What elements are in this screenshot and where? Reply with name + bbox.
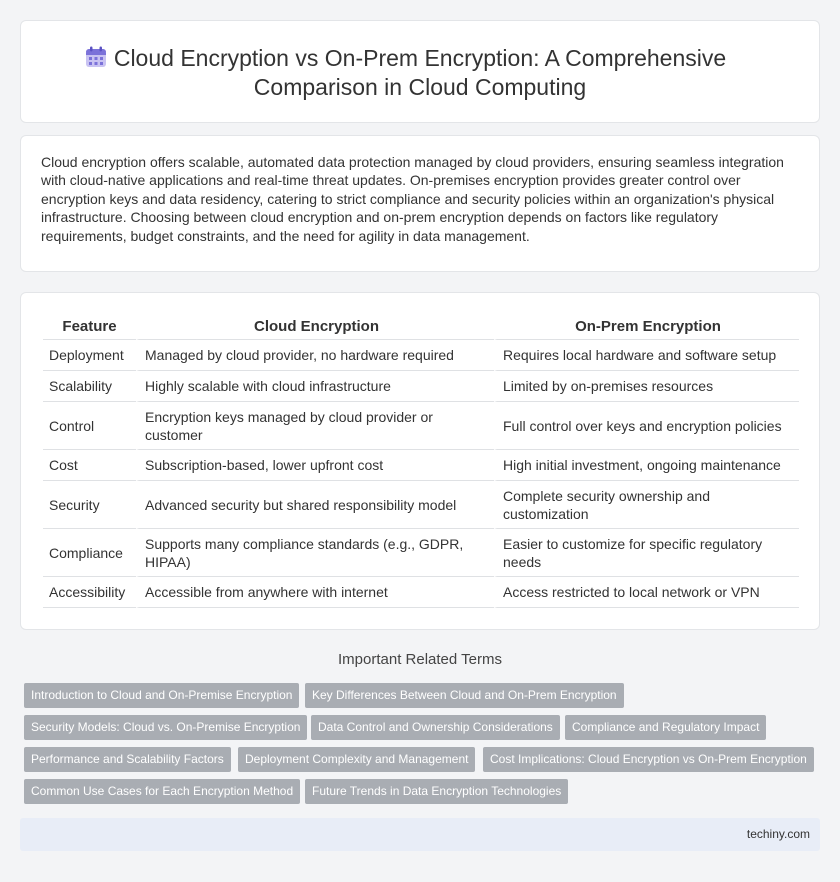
related-term-tag[interactable]: Introduction to Cloud and On-Premise Encryption <box>24 683 299 708</box>
related-terms-title: Important Related Terms <box>338 651 502 668</box>
on-prem-cell: Complete security ownership and customization <box>494 481 799 529</box>
related-term-tag[interactable]: Compliance and Regulatory Impact <box>565 715 766 740</box>
table-row <box>43 402 799 450</box>
cloud-cell: Advanced security but shared responsibility model <box>136 481 494 529</box>
feature-cell: Scalability <box>43 371 136 402</box>
table-row <box>43 340 799 371</box>
cloud-cell: Subscription-based, lower upfront cost <box>136 450 494 481</box>
feature-cell: Deployment <box>43 340 136 371</box>
related-term-tag[interactable]: Key Differences Between Cloud and On-Prem Encryption <box>305 683 624 708</box>
header-on-prem-encryption: On-Prem Encryption <box>494 311 799 340</box>
cloud-cell: Accessible from anywhere with internet <box>136 577 494 608</box>
intro-card <box>20 135 820 272</box>
related-term-tag[interactable]: Cost Implications: Cloud Encryption vs On-Prem Encryption <box>483 747 814 772</box>
feature-cell: Cost <box>43 450 136 481</box>
table-row <box>43 529 799 577</box>
cloud-cell: Highly scalable with cloud infrastructure <box>136 371 494 402</box>
footer-brand[interactable]: techiny.com <box>746 827 810 841</box>
header-cloud-encryption: Cloud Encryption <box>136 311 494 340</box>
on-prem-cell: Requires local hardware and software setup <box>494 340 799 371</box>
page-title: Cloud Encryption vs On-Prem Encryption: A Comprehensive Comparison in Cloud Computing <box>113 45 727 100</box>
related-term-tag[interactable]: Future Trends in Data Encryption Technologies <box>305 779 568 804</box>
related-term-tag[interactable]: Security Models: Cloud vs. On-Premise Encryption <box>24 715 307 740</box>
cloud-cell: Managed by cloud provider, no hardware required <box>136 340 494 371</box>
related-term-tag[interactable]: Data Control and Ownership Considerations <box>311 715 560 740</box>
cloud-cell: Encryption keys managed by cloud provider or customer <box>136 402 494 450</box>
related-term-tag[interactable]: Deployment Complexity and Management <box>238 747 475 772</box>
title-card <box>20 20 820 123</box>
on-prem-cell: Full control over keys and encryption policies <box>494 402 799 450</box>
feature-cell: Compliance <box>43 529 136 577</box>
table-row <box>43 481 799 529</box>
comparison-table <box>43 311 799 608</box>
header-feature: Feature <box>43 311 136 340</box>
on-prem-cell: Limited by on-premises resources <box>494 371 799 402</box>
on-prem-cell: Easier to customize for specific regulatory needs <box>494 529 799 577</box>
on-prem-cell: High initial investment, ongoing maintenance <box>494 450 799 481</box>
cloud-cell: Supports many compliance standards (e.g., GDPR, HIPAA) <box>136 529 494 577</box>
feature-cell: Security <box>43 481 136 529</box>
table-row <box>43 450 799 481</box>
comparison-card <box>20 292 820 630</box>
table-row <box>43 577 799 608</box>
table-header-row <box>43 311 799 340</box>
feature-cell: Control <box>43 402 136 450</box>
intro-paragraph: Cloud encryption offers scalable, automated data protection managed by cloud providers, ensuring seamless integration with cloud-native applications and real-time threat updates. On-premises encryption provides greater control over encryption keys and data residency, catering to strict compliance and security policies within an organization's physical infrastructure. Choosing between cloud encryption and on-prem encryption depends on factors like regulatory requirements, budget constraints, and the need for agility in data management. <box>41 154 784 244</box>
footer-bar <box>20 818 820 851</box>
feature-cell: Accessibility <box>43 577 136 608</box>
related-term-tag[interactable]: Common Use Cases for Each Encryption Method <box>24 779 300 804</box>
table-row <box>43 371 799 402</box>
on-prem-cell: Access restricted to local network or VPN <box>494 577 799 608</box>
related-term-tag[interactable]: Performance and Scalability Factors <box>24 747 231 772</box>
